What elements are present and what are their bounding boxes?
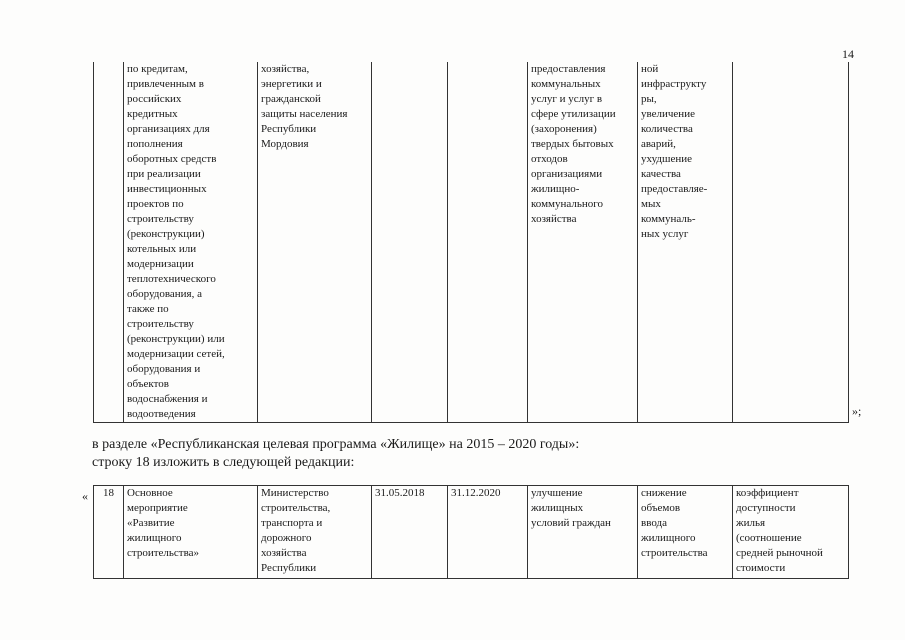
table-cell: по кредитам, привлеченным в российских кредитных организациях для пополнения оборотных средств при реализации инвестиционных проектов по строительству (реконструкции) котельных или модернизации теплотехнического оборудования, а также по строительству (реконструкции) или модернизации сетей, оборудования и объектов водоснабжения и водоотведения <box>124 62 258 423</box>
result-cell: улучшение жилищных условий граждан <box>528 486 638 579</box>
table-row <box>94 62 849 423</box>
program-table-continuation <box>93 62 849 423</box>
opening-quote-mark: « <box>82 489 88 503</box>
section-heading-text: в разделе «Республиканская целевая программа «Жилище» на 2015 – 2020 годы»: <box>92 437 580 452</box>
table-row <box>94 486 849 579</box>
instruction-text: строку 18 изложить в следующей редакции: <box>92 455 355 470</box>
row-number-cell: 18 <box>94 486 124 579</box>
table-cell: ной инфраструкту ры, увеличение количества аварий, ухудшение качества предоставляе- мых коммуналь- ных услуг <box>638 62 733 423</box>
consequences-cell: снижение объемов ввода жилищного строительства <box>638 486 733 579</box>
table-cell <box>372 62 448 423</box>
end-date-cell: 31.12.2020 <box>448 486 528 579</box>
page-number: 14 <box>842 47 854 61</box>
executor-cell: Министерство строительства, транспорта и дорожного хозяйства Республики <box>258 486 372 579</box>
table-cell <box>94 62 124 423</box>
closing-quote-mark: »; <box>852 404 862 418</box>
table-cell <box>448 62 528 423</box>
activity-cell: Основное мероприятие «Развитие жилищного строительства» <box>124 486 258 579</box>
table-cell: предоставления коммунальных услуг и услуг в сфере утилизации (захоронения) твердых бытовых отходов организациями жилищно- коммунального хозяйства <box>528 62 638 423</box>
table-cell <box>733 62 849 423</box>
start-date-cell: 31.05.2018 <box>372 486 448 579</box>
program-table-row-18 <box>93 485 849 579</box>
indicator-cell: коэффициент доступности жилья (соотношение средней рыночной стоимости <box>733 486 849 579</box>
table-cell: хозяйства, энергетики и гражданской защиты населения Республики Мордовия <box>258 62 372 423</box>
